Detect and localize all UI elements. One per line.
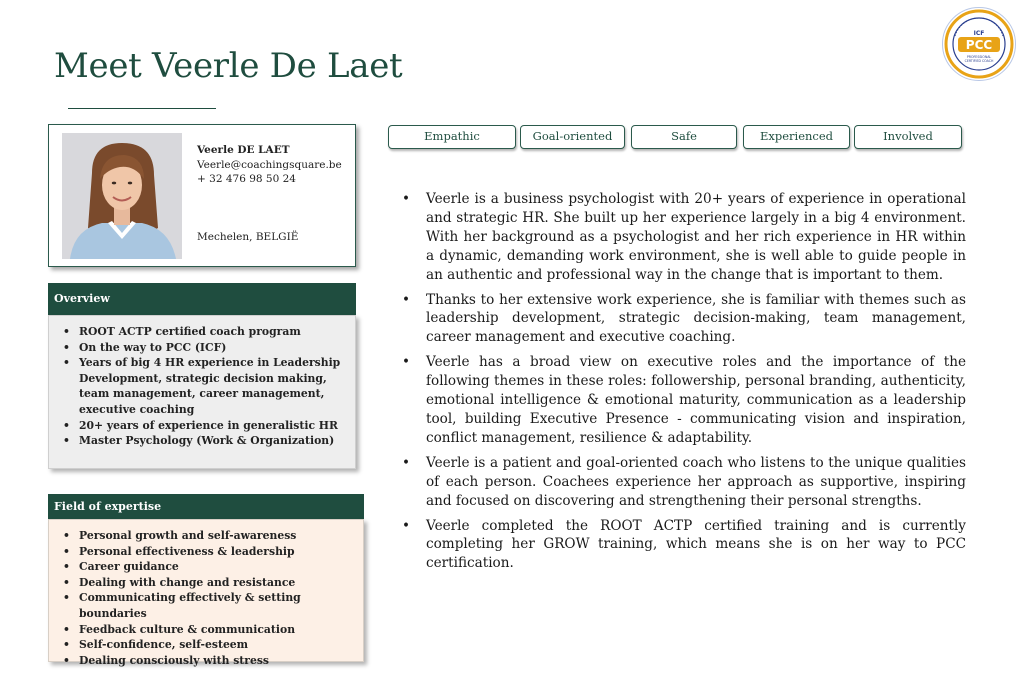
expertise-heading: Field of expertise <box>48 494 364 519</box>
location: Mechelen, BELGIË <box>197 231 299 243</box>
overview-item: • On the way to PCC (ICF) <box>79 340 355 356</box>
contact-details <box>197 143 342 187</box>
tag-goal-oriented: Goal-oriented <box>520 125 625 149</box>
expertise-list <box>49 528 363 668</box>
expertise-item: • Personal effectiveness & leadership <box>79 544 363 560</box>
svg-text:PCC: PCC <box>965 38 993 52</box>
bio-paragraph: • Veerle is a patient and goal-oriented coach who listens to the unique qualities of each person. Coachees experience her approach as supportive, inspiring and focused on discovering and strengthening their personal strengths. <box>400 454 966 511</box>
expertise-item: • Personal growth and self-awareness <box>79 528 363 544</box>
svg-text:CERTIFIED COACH: CERTIFIED COACH <box>964 59 994 63</box>
expertise-item: • Communicating effectively & setting boundaries <box>79 590 363 621</box>
expertise-item: • Career guidance <box>79 559 363 575</box>
overview-item: • ROOT ACTP certified coach program <box>79 324 355 340</box>
tag-empathic: Empathic <box>388 125 516 149</box>
bio-paragraph: • Veerle is a business psychologist with 20+ years of experience in operational and strategic HR. She built up her experience largely in a big 4 environment. With her background as a psychologist and her rich experience in HR within a dynamic, demanding work environment, she is well able to guide people in an authentic and professional way in the change that is important to them. <box>400 190 966 285</box>
bio-paragraph: • Thanks to her extensive work experience, she is familiar with themes such as leadership development, strategic decision-making, team management, career management and executive coaching. <box>400 291 966 348</box>
pcc-seal-icon <box>941 6 1017 82</box>
svg-text:ICF: ICF <box>973 30 985 37</box>
profile-photo <box>62 133 182 259</box>
overview-item: • 20+ years of experience in generalistic HR <box>79 418 355 434</box>
profile-card <box>48 124 356 267</box>
tag-safe: Safe <box>631 125 737 149</box>
expertise-item: • Dealing consciously with stress <box>79 653 363 669</box>
email-link[interactable]: Veerle@coachingsquare.be <box>197 158 342 171</box>
overview-panel <box>48 315 356 469</box>
expertise-item: • Feedback culture & communication <box>79 622 363 638</box>
expertise-panel <box>48 519 364 667</box>
coach-name: Veerle DE LAET <box>197 144 290 156</box>
expertise-item: • Dealing with change and resistance <box>79 575 363 591</box>
icf-pcc-badge <box>941 6 1017 82</box>
phone-number: + 32 476 98 50 24 <box>197 173 296 185</box>
bio-list <box>400 190 966 579</box>
bio-paragraph: • Veerle completed the ROOT ACTP certified training and is currently completing her GROW training, which means she is on her way to PCC certification. <box>400 517 966 574</box>
bio-paragraph: • Veerle has a broad view on executive roles and the importance of the following themes in these roles: followership, personal branding, authenticity, emotional intelligence & emotional maturity, communication as a leadership tool, building Executive Presence - communicating vision and inspiration, conflict management, resilience & adaptability. <box>400 353 966 448</box>
svg-text:PROFESSIONAL: PROFESSIONAL <box>966 55 992 59</box>
page-title: Meet Veerle De Laet <box>54 46 403 86</box>
title-underline <box>68 108 216 109</box>
portrait-image <box>62 133 182 259</box>
overview-heading: Overview <box>48 283 356 315</box>
overview-item: • Years of big 4 HR experience in Leadership Development, strategic decision making, team management, career management, executive coaching <box>79 355 355 417</box>
tag-experienced: Experienced <box>743 125 850 149</box>
overview-item: • Master Psychology (Work & Organization) <box>79 433 355 449</box>
overview-list <box>49 324 355 449</box>
trait-tags <box>388 125 968 149</box>
expertise-item: • Self-confidence, self-esteem <box>79 637 363 653</box>
tag-involved: Involved <box>854 125 962 149</box>
